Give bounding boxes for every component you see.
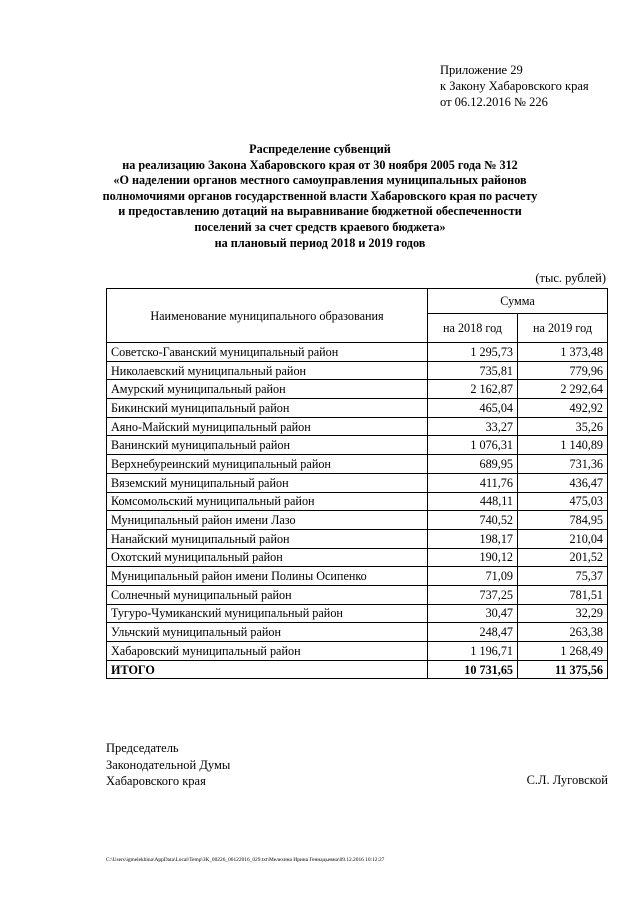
title-line: Распределение субвенций	[249, 142, 391, 156]
appendix-line-1: Приложение 29	[440, 63, 523, 77]
row-2019: 436,47	[518, 473, 608, 492]
row-2018: 1 076,31	[428, 436, 518, 455]
row-2019: 475,03	[518, 492, 608, 511]
row-2019: 1 268,49	[518, 642, 608, 661]
row-2019: 731,36	[518, 455, 608, 474]
appendix-line-3: от 06.12.2016 № 226	[440, 95, 548, 109]
row-2019: 784,95	[518, 511, 608, 530]
row-name: Амурский муниципальный район	[107, 380, 428, 399]
signature-block	[106, 740, 230, 790]
signature-line-3: Хабаровского края	[106, 774, 206, 788]
title-line: и предоставлению дотаций на выравнивание бюджетной обеспеченности	[118, 204, 522, 219]
row-name: Солнечный муниципальный район	[107, 585, 428, 604]
row-name: Николаевский муниципальный район	[107, 361, 428, 380]
row-name: Хабаровский муниципальный район	[107, 642, 428, 661]
signature-line-1: Председатель	[106, 741, 179, 755]
total-label: ИТОГО	[107, 660, 428, 679]
row-name: Комсомольский муниципальный район	[107, 492, 428, 511]
row-2019: 210,04	[518, 529, 608, 548]
row-name: Вяземский муниципальный район	[107, 473, 428, 492]
appendix-line-2: к Закону Хабаровского края	[440, 79, 589, 93]
row-2018: 198,17	[428, 529, 518, 548]
table-row	[107, 511, 608, 530]
header-2019: на 2019 год	[518, 314, 608, 343]
row-2019: 32,29	[518, 604, 608, 623]
row-name: Нанайский муниципальный район	[107, 529, 428, 548]
table-row	[107, 417, 608, 436]
row-2019: 1 140,89	[518, 436, 608, 455]
row-2018: 740,52	[428, 511, 518, 530]
signature-line-2: Законодательной Думы	[106, 757, 231, 772]
row-2019: 779,96	[518, 361, 608, 380]
title-line: поселений за счет средств краевого бюджета»	[194, 219, 446, 234]
table-row	[107, 455, 608, 474]
header-sum: Сумма	[428, 289, 608, 314]
units-label: (тыс. рублей)	[535, 271, 606, 285]
appendix-note	[440, 62, 589, 110]
row-name: Муниципальный район имени Лазо	[107, 511, 428, 530]
row-2019: 1 373,48	[518, 343, 608, 362]
row-2018: 1 196,71	[428, 642, 518, 661]
table-row	[107, 436, 608, 455]
table-row	[107, 529, 608, 548]
row-2018: 737,25	[428, 585, 518, 604]
document-title	[80, 142, 560, 251]
table-row	[107, 548, 608, 567]
total-2019: 11 375,56	[518, 660, 608, 679]
table-row	[107, 380, 608, 399]
table-row	[107, 399, 608, 418]
row-2018: 448,11	[428, 492, 518, 511]
row-2018: 735,81	[428, 361, 518, 380]
title-line: «О наделении органов местного самоуправления муниципальных районов	[113, 173, 527, 188]
total-row	[107, 660, 608, 679]
row-name: Охотский муниципальный район	[107, 548, 428, 567]
table-row	[107, 623, 608, 642]
row-2019: 263,38	[518, 623, 608, 642]
row-2018: 2 162,87	[428, 380, 518, 399]
row-2018: 190,12	[428, 548, 518, 567]
total-2018: 10 731,65	[428, 660, 518, 679]
row-name: Тугуро-Чумиканский муниципальный район	[107, 604, 428, 623]
header-2018: на 2018 год	[428, 314, 518, 343]
row-name: Верхнебуреинский муниципальный район	[107, 455, 428, 474]
table-row	[107, 585, 608, 604]
table-row	[107, 343, 608, 362]
row-2019: 781,51	[518, 585, 608, 604]
row-2018: 689,95	[428, 455, 518, 474]
row-2018: 465,04	[428, 399, 518, 418]
title-line: на реализацию Закона Хабаровского края от 30 ноября 2005 года № 312	[122, 157, 518, 172]
signer-name: С.Л. Луговской	[526, 773, 608, 787]
row-2019: 201,52	[518, 548, 608, 567]
table-row	[107, 642, 608, 661]
table-row	[107, 567, 608, 586]
row-2018: 1 295,73	[428, 343, 518, 362]
row-2019: 492,92	[518, 399, 608, 418]
table-row	[107, 604, 608, 623]
row-name: Бикинский муниципальный район	[107, 399, 428, 418]
row-name: Ванинский муниципальный район	[107, 436, 428, 455]
table-row	[107, 473, 608, 492]
row-2018: 411,76	[428, 473, 518, 492]
table-row	[107, 492, 608, 511]
title-line: на плановый период 2018 и 2019 годов	[214, 235, 426, 250]
row-2019: 75,37	[518, 567, 608, 586]
row-2019: 2 292,64	[518, 380, 608, 399]
row-name: Советско-Гаванский муниципальный район	[107, 343, 428, 362]
header-name: Наименование муниципального образования	[107, 289, 428, 343]
row-2019: 35,26	[518, 417, 608, 436]
row-2018: 71,09	[428, 567, 518, 586]
footer-file-path: C:\Users\igmelekhina\AppData\Local\Temp\ЗК_00226_06122016_029.txt\Мелехина Ирина Геннадьевна\09.12.2016 10:12:27	[106, 857, 385, 863]
row-name: Аяно-Майский муниципальный район	[107, 417, 428, 436]
row-name: Ульчский муниципальный район	[107, 623, 428, 642]
table-row	[107, 361, 608, 380]
row-2018: 248,47	[428, 623, 518, 642]
subsidy-table	[106, 288, 608, 679]
title-line: полномочиями органов государственной власти Хабаровского края по расчету	[102, 188, 538, 203]
row-2018: 33,27	[428, 417, 518, 436]
row-2018: 30,47	[428, 604, 518, 623]
row-name: Муниципальный район имени Полины Осипенко	[107, 567, 428, 586]
